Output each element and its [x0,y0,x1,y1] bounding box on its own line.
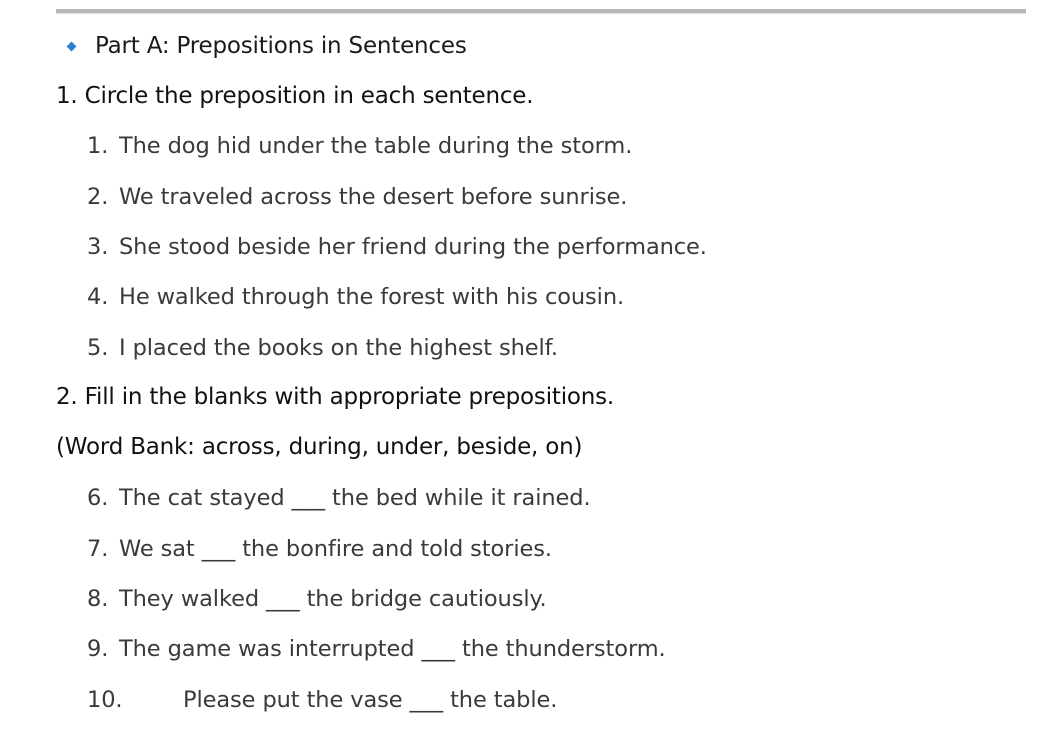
list-item [87,284,624,310]
item-number: 8. [87,586,109,612]
item-number: 2. [87,184,109,210]
part-heading-text: Part A: Prepositions in Sentences [95,33,467,59]
item-number: 9. [87,636,109,662]
item-text: The dog hid under the table during the storm. [119,133,633,159]
part-heading [66,30,467,62]
item-text: They walked ___ the bridge cautiously. [119,586,547,612]
list-item [87,234,707,260]
item-text: I placed the books on the highest shelf. [119,335,558,361]
list-item [87,636,666,662]
item-text: She stood beside her friend during the performance. [119,234,707,260]
item-text: We traveled across the desert before sunrise. [119,184,628,210]
item-text: The cat stayed ___ the bed while it rained. [119,485,591,511]
diamond-bullet-icon [67,41,77,51]
item-text: We sat ___ the bonfire and told stories. [119,536,552,562]
list-item [87,536,552,562]
list-item [87,184,627,210]
list-item [87,687,557,713]
item-text: He walked through the forest with his cousin. [119,284,625,310]
list-item [87,335,558,361]
item-number: 4. [87,284,109,310]
item-number: 1. [87,133,109,159]
item-number: 5. [87,335,109,361]
item-number: 6. [87,485,109,511]
item-text: The game was interrupted ___ the thunderstorm. [119,636,666,662]
question-2-prompt: 2. Fill in the blanks with appropriate prepositions. [56,384,615,410]
list-item [87,485,591,511]
word-bank: (Word Bank: across, during, under, beside, on) [56,434,583,460]
item-text: Please put the vase ___ the table. [183,687,558,713]
item-number: 10. [87,687,123,713]
item-number: 3. [87,234,109,260]
list-item [87,586,547,612]
top-divider [56,9,1026,14]
item-number: 7. [87,536,109,562]
list-item [87,133,632,159]
question-1-prompt: 1. Circle the preposition in each sentence. [56,83,534,109]
